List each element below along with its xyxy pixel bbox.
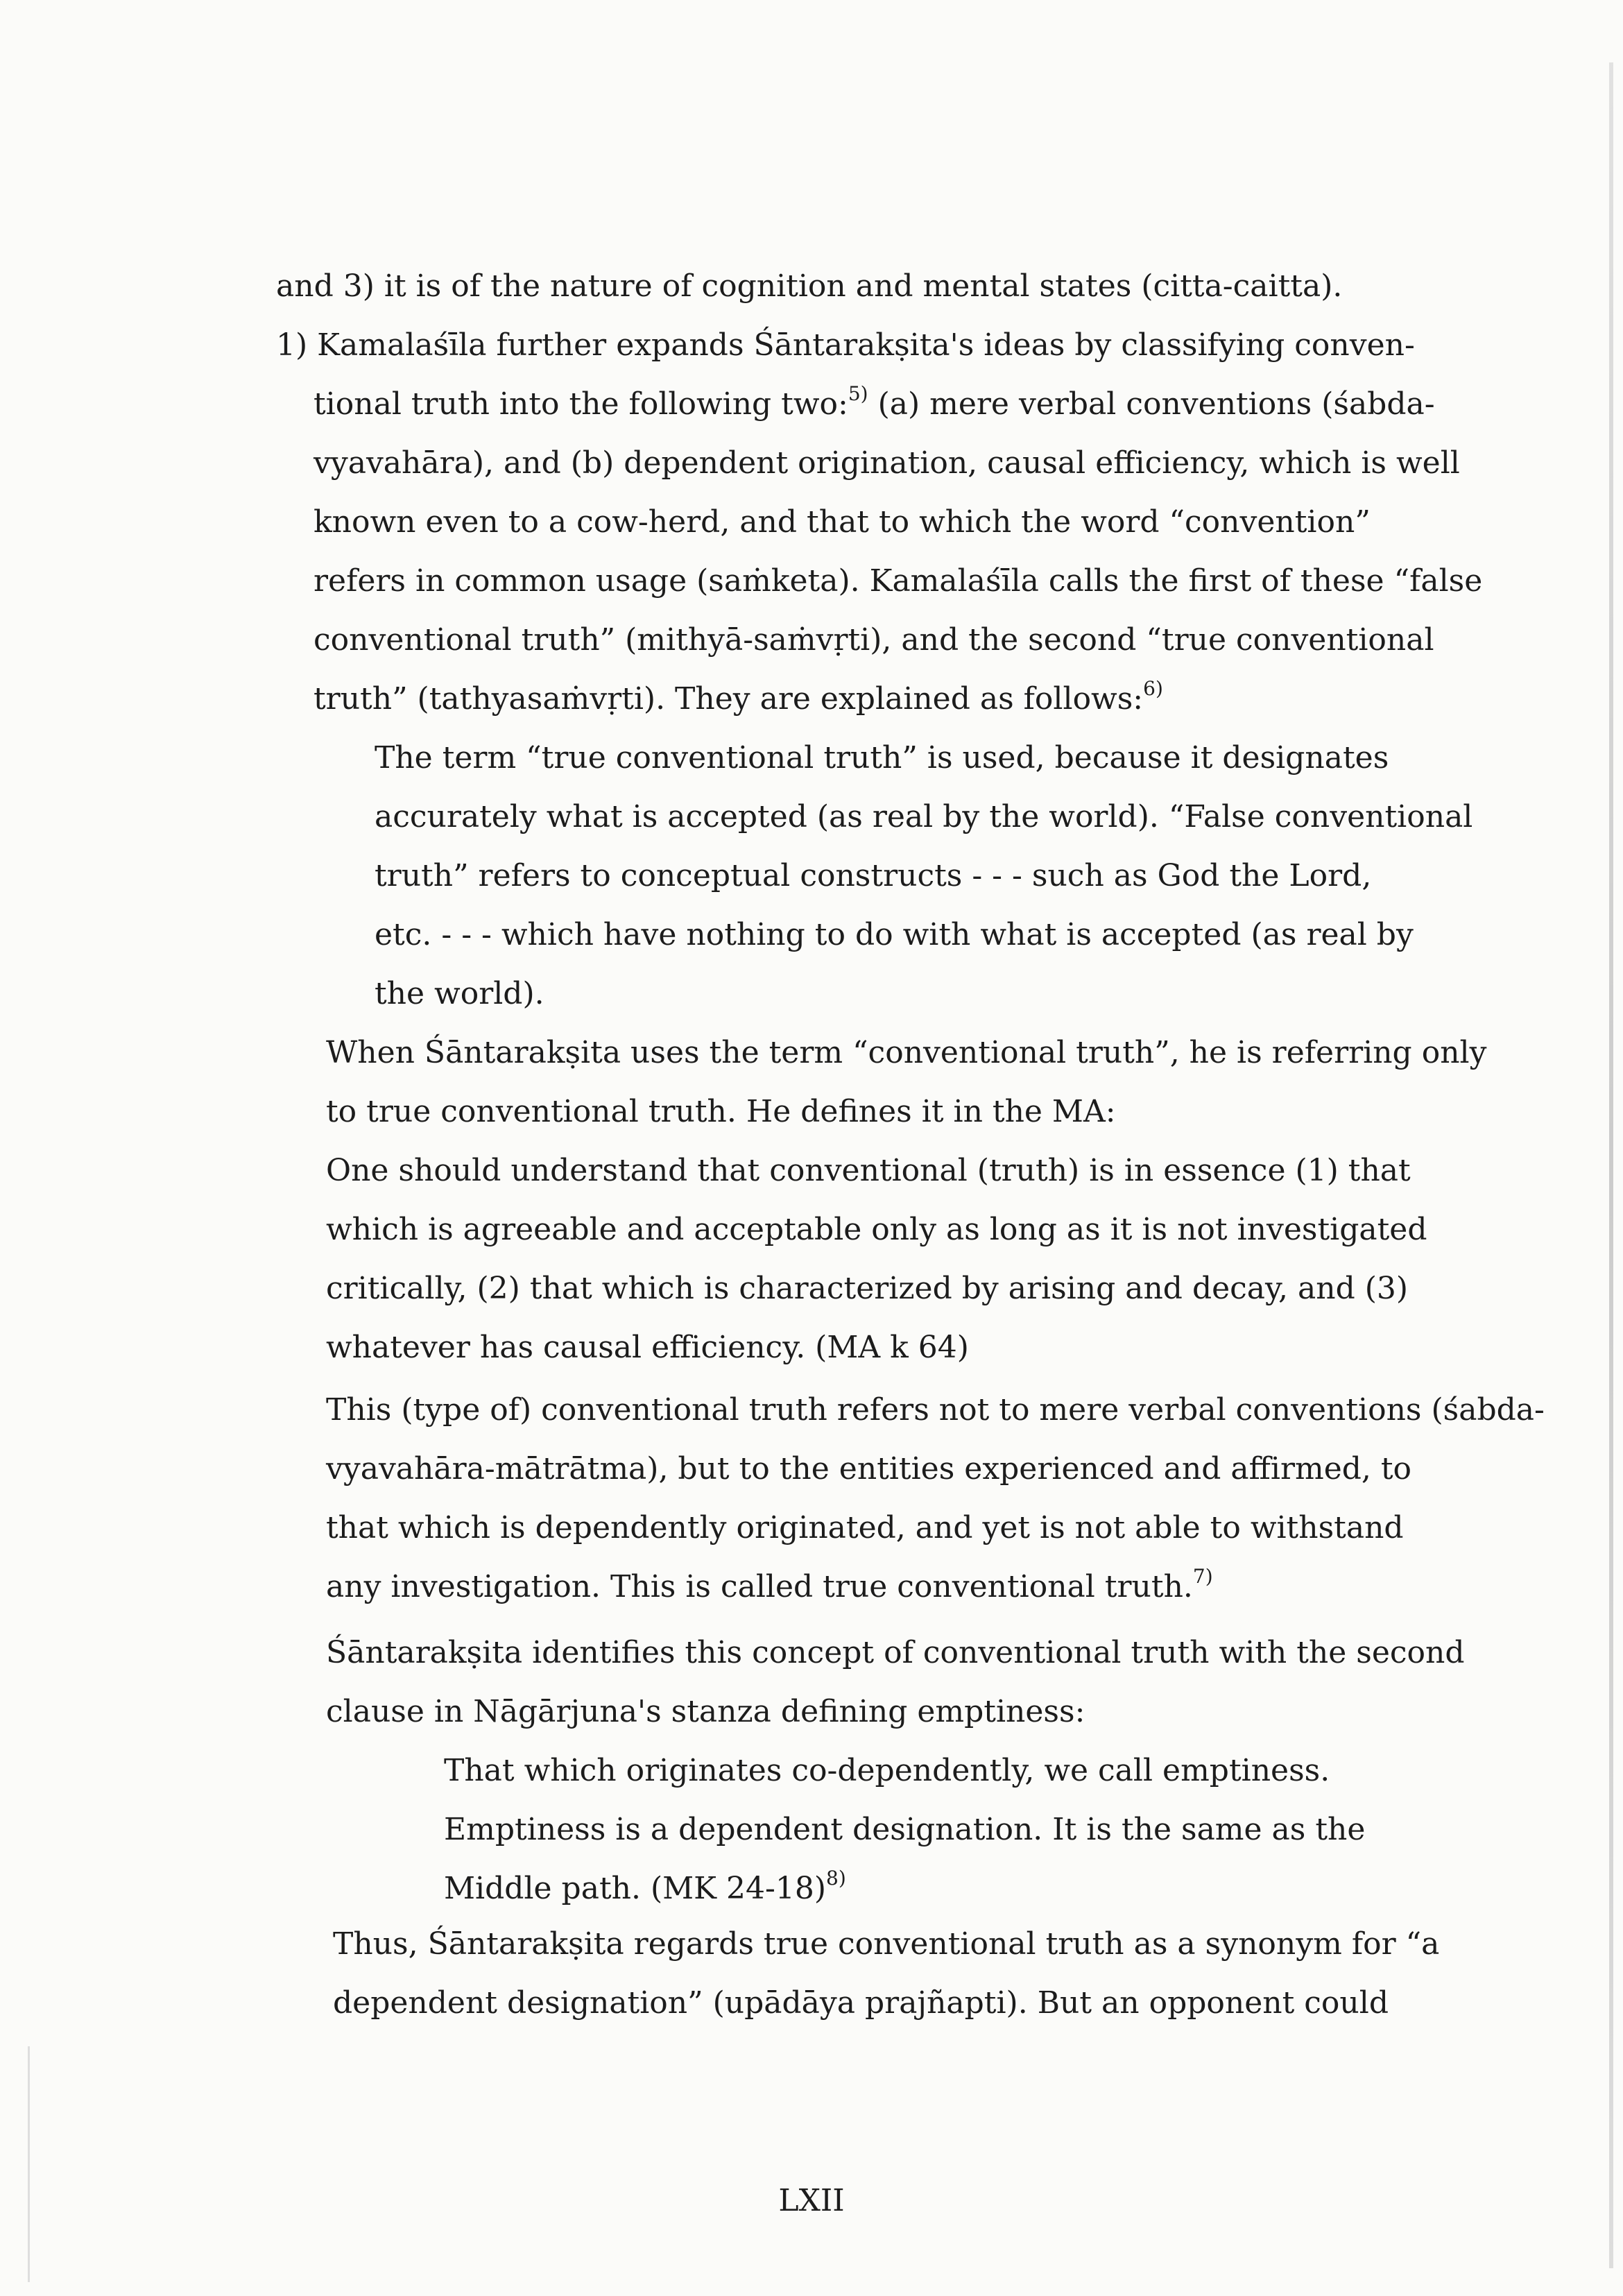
quote-line [444, 1869, 846, 1908]
footnote-ref: 5) [848, 382, 868, 405]
text-span: truth” (tathyasaṁvṛti). They are explained as follows: [314, 681, 1144, 717]
text-line: refers in common usage (saṁketa). Kamalaśīla calls the first of these “false [314, 563, 1483, 599]
footnote-ref: 7) [1192, 1565, 1213, 1588]
page-edge-shadow [1609, 62, 1613, 2268]
text-line: known even to a cow-herd, and that to which the word “convention” [314, 504, 1371, 540]
quote-line: truth” refers to conceptual constructs - - - such as God the Lord, [375, 858, 1372, 893]
quote-line: Emptiness is a dependent designation. It is the same as the [444, 1812, 1366, 1847]
page-number: LXII [778, 2183, 845, 2218]
quote-line: the world). [375, 976, 544, 1011]
footnote-ref: 8) [826, 1867, 846, 1890]
text-span: tional truth into the following two: [314, 386, 848, 422]
text-line: to true conventional truth. He defines it in the MA: [326, 1094, 1116, 1129]
text-line: dependent designation” (upādāya prajñapti). But an opponent could [333, 1985, 1389, 2021]
text-line: When Śāntarakṣita uses the term “conventional truth”, he is referring only [326, 1035, 1487, 1070]
text-line: that which is dependently originated, and yet is not able to withstand [326, 1510, 1404, 1545]
text-line: One should understand that conventional (truth) is in essence (1) that [326, 1153, 1411, 1188]
text-span: Middle path. (MK 24-18) [444, 1871, 827, 1906]
footnote-ref: 6) [1143, 677, 1163, 700]
page-left-mark [28, 2046, 30, 2282]
text-line: whatever has causal efficiency. (MA k 64) [326, 1330, 969, 1365]
text-line: and 3) it is of the nature of cognition and mental states (citta-caitta). [276, 268, 1343, 304]
quote-line: accurately what is accepted (as real by the world). “False conventional [375, 799, 1473, 834]
quote-line: etc. - - - which have nothing to do with what is accepted (as real by [375, 917, 1414, 952]
text-span: any investigation. This is called true conventional truth. [326, 1569, 1193, 1604]
text-line: conventional truth” (mithyā-saṁvṛti), and the second “true conventional [314, 622, 1434, 658]
text-line [314, 677, 1163, 719]
quote-line: The term “true conventional truth” is used, because it designates [375, 740, 1389, 776]
text-line: critically, (2) that which is characterized by arising and decay, and (3) [326, 1271, 1409, 1306]
text-line: Śāntarakṣita identifies this concept of conventional truth with the second [326, 1635, 1465, 1670]
text-line: Thus, Śāntarakṣita regards true conventional truth as a synonym for “a [333, 1926, 1440, 1962]
text-line: clause in Nāgārjuna's stanza defining emptiness: [326, 1694, 1085, 1729]
text-line: This (type of) conventional truth refers not to mere verbal conventions (śabda- [326, 1392, 1545, 1428]
text-line: 1) Kamalaśīla further expands Śāntarakṣita's ideas by classifying conven- [276, 327, 1415, 363]
text-line [314, 382, 1435, 424]
text-line: which is agreeable and acceptable only as long as it is not investigated [326, 1212, 1427, 1247]
text-span: (a) mere verbal conventions (śabda- [868, 386, 1435, 422]
quote-line: That which originates co-dependently, we call emptiness. [444, 1753, 1330, 1788]
text-line [326, 1565, 1213, 1607]
text-line: vyavahāra-mātrātma), but to the entities experienced and affirmed, to [326, 1451, 1412, 1487]
text-line: vyavahāra), and (b) dependent origination, causal efficiency, which is well [314, 445, 1460, 481]
